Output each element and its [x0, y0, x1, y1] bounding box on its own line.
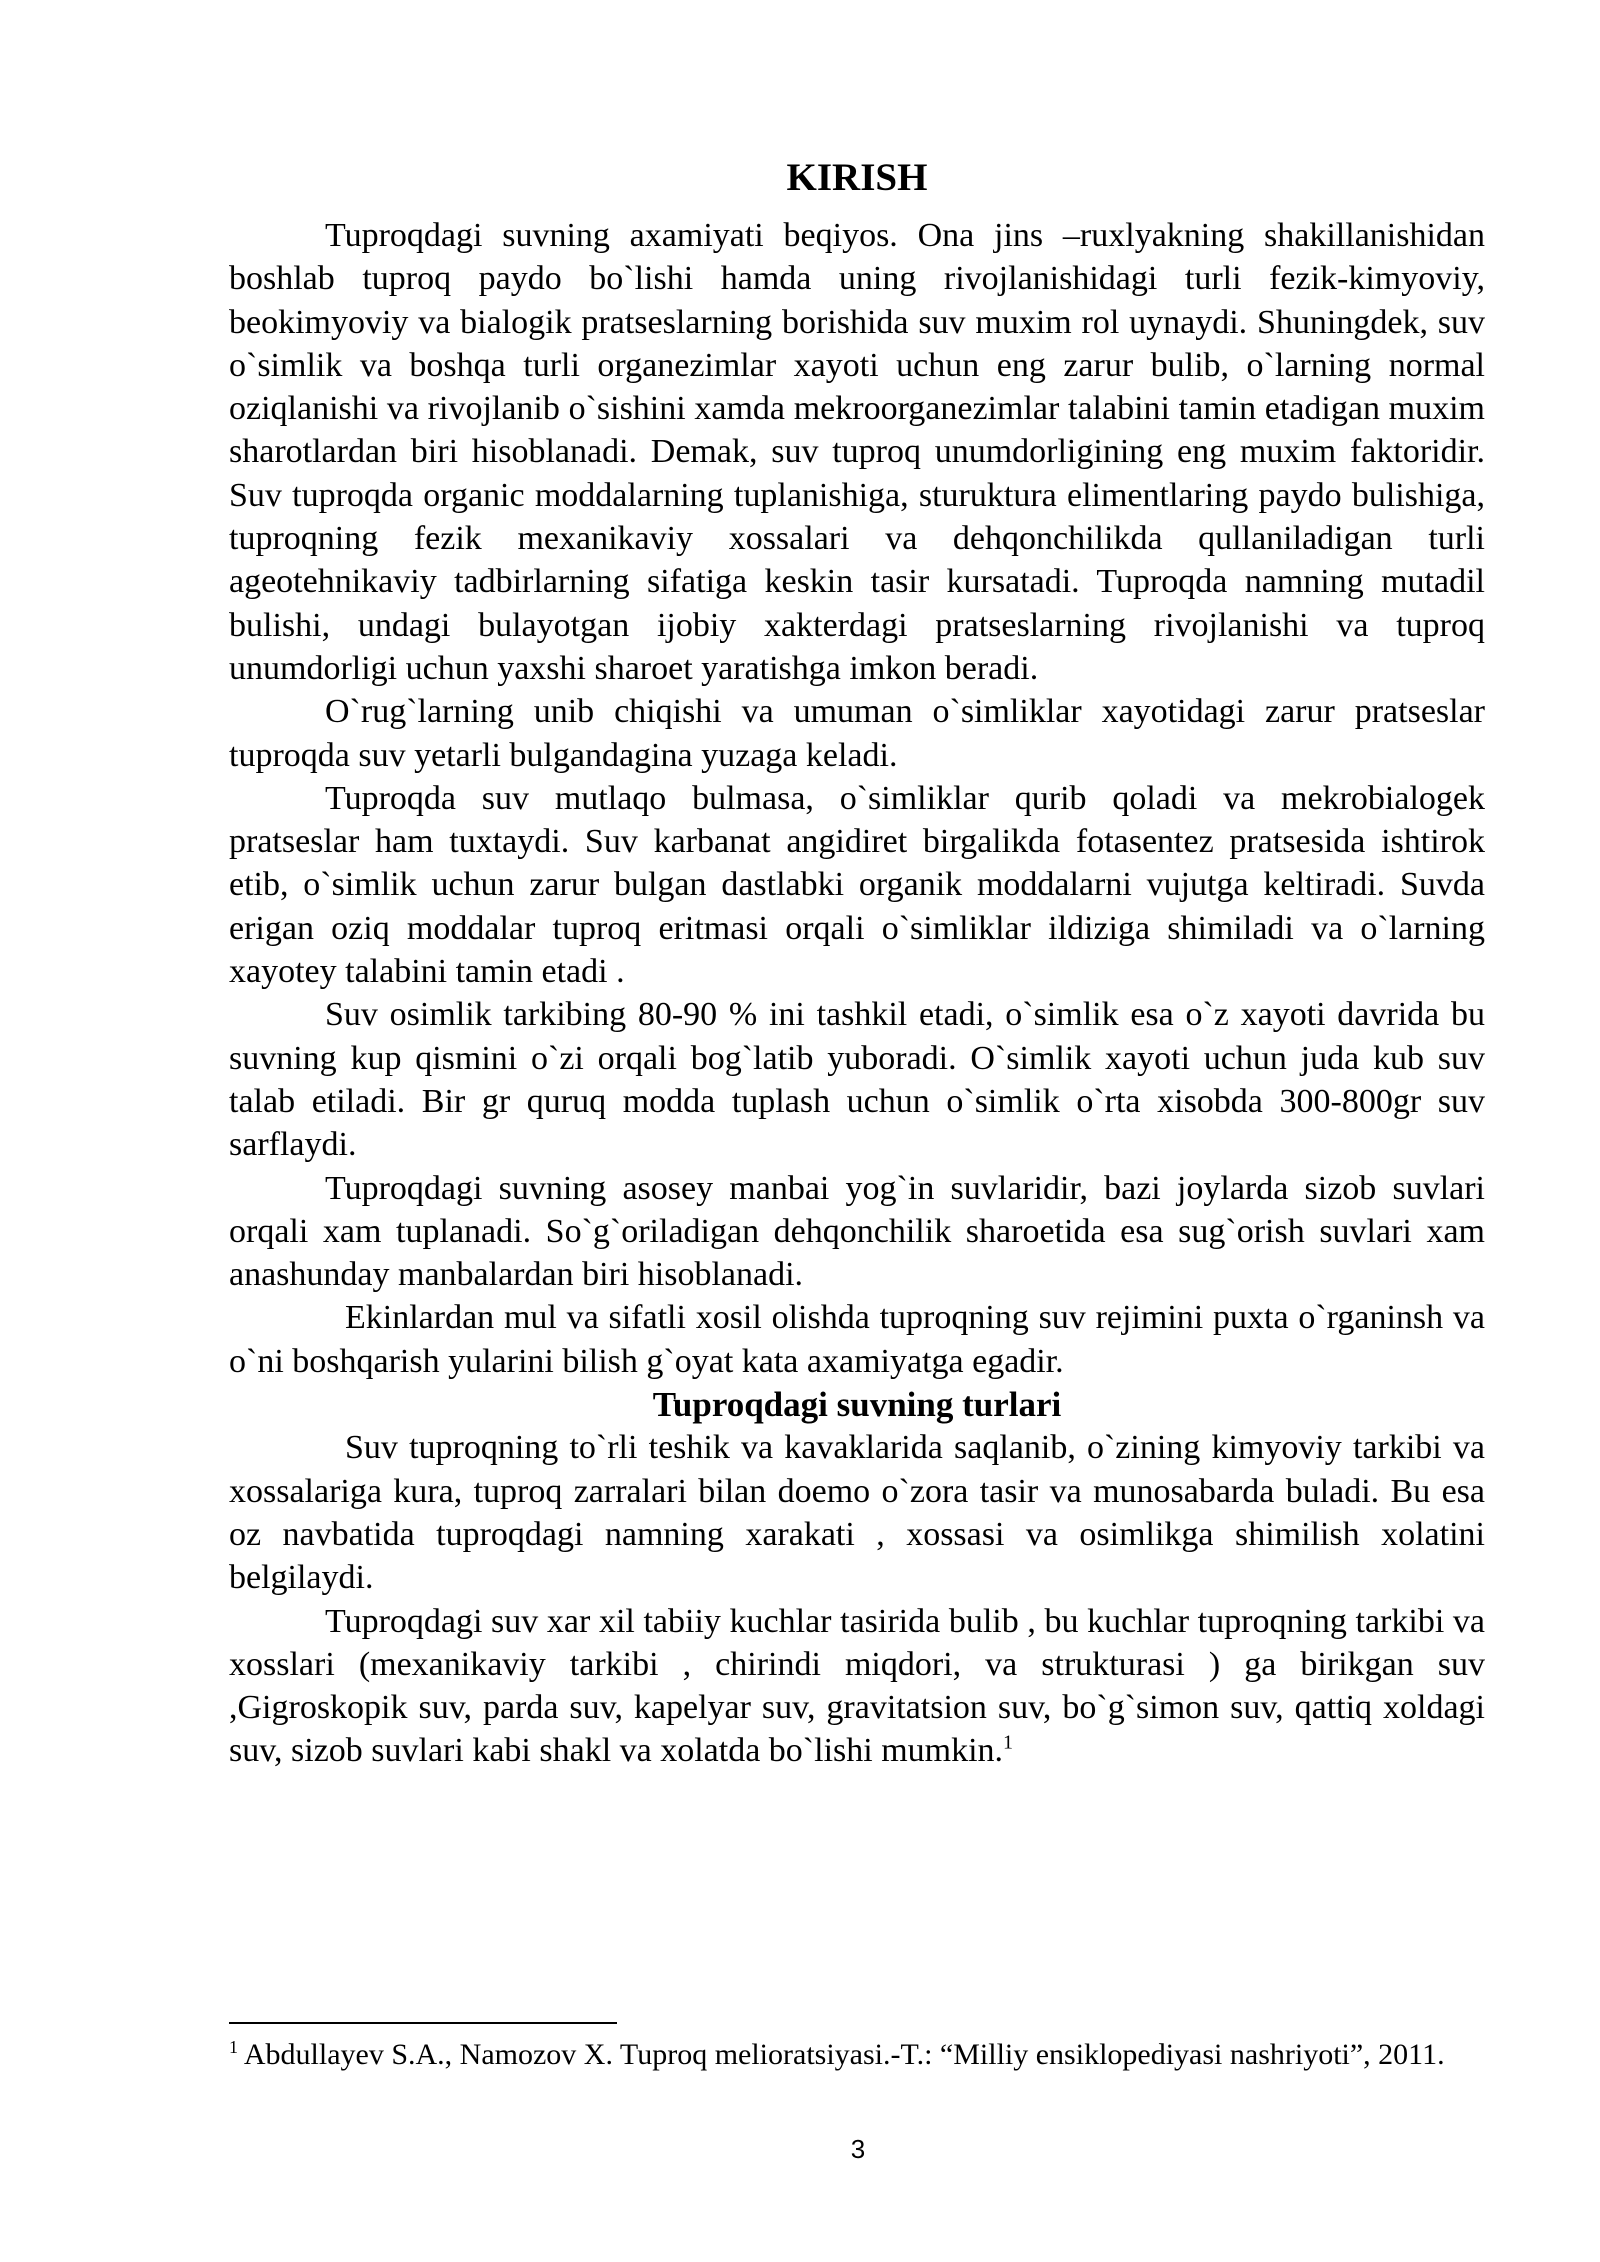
- paragraph-section-1: Suv tuproqning to`rli teshik va kavaklarida saqlanib, o`zining kimyoviy tarkibi va xossalariga kura, tuproq zarralari bilan doemo o`zora tasir va munosabarda buladi. Bu esa oz navbatida tuproqdagi namning xarakati , xossasi va osimlikga shimilish xolatini belgilaydi.: [229, 1429, 1485, 1597]
- paragraph-intro-5: Tuproqdagi suvning asosey manbai yog`in suvlaridir, bazi joylarda sizob suvlari orqali xam tuplanadi. So`g`oriladigan dehqonchilik sharoetida esa sug`orish suvlari xam anashunday manbalardan biri hisoblanadi.: [229, 1169, 1485, 1294]
- paragraph-section-2: [229, 1600, 1485, 1773]
- footnote-reference[interactable]: 1: [1003, 1732, 1014, 1755]
- footnote: [229, 2036, 1485, 2074]
- page-number: 3: [850, 2134, 866, 2164]
- page-title: KIRISH: [786, 156, 928, 199]
- paragraph-intro-4: Suv osimlik tarkibing 80-90 % ini tashkil etadi, o`simlik esa o`z xayoti davrida bu suvning kup qismini o`zi orqali bog`latib yuboradi. O`simlik xayoti uchun juda kub suv talab etiladi. Bir gr quruq modda tuplash uchun o`simlik o`rta xisobda 300-800gr suv sarflaydi.: [229, 996, 1485, 1164]
- paragraph-intro-2: O`rug`larning unib chiqishi va umuman o`simliklar xayotidagi zarur pratseslar tuproqda suv yetarli bulgandagina yuzaga keladi.: [229, 693, 1485, 774]
- paragraph-intro-1: Tuproqdagi suvning axamiyati beqiyos. Ona jins –ruxlyakning shakillanishidan boshlab tuproq paydo bo`lishi hamda uning rivojlanishidagi turli fezik-kimyoviy, beokimyoviy va bialogik pratseslarning borishida suv muxim rol uynaydi. Shuningdek, suv o`simlik va boshqa turli organezimlar xayoti uchun eng zarur bulib, o`larning normal oziqlanishi va rivojlanib o`sishini xamda mekroorganezimlar talabini tamin etadigan muxim sharotlardan biri hisoblanadi. Demak, suv tuproq unumdorligining eng muxim faktoridir. Suv tuproqda organic moddalarning tuplanishiga, sturuktura elimentlaring paydo bulishiga, tuproqning fezik mexanikaviy xossalari va dehqonchilikda qullaniladigan turli ageotehnikaviy tadbirlarning sifatiga keskin tasir kursatadi. Tuproqda namning mutadil bulishi, undagi bulayotgan ijobiy xakterdagi pratseslarning rivojlanishi va tuproq unumdorligi uchun yaxshi sharoet yaratishga imkon beradi.: [229, 217, 1485, 687]
- paragraph-section-2-text: Tuproqdagi suv xar xil tabiiy kuchlar tasirida bulib , bu kuchlar tuproqning tarkibi va xosslari (mexanikaviy tarkibi , chirindi miqdori, va strukturasi ) ga birikgan suv ,Gigroskopik suv, parda suv, kapelyar suv, gravitatsion suv, bo`g`simon suv, qattiq xoldagi suv, sizob suvlari kabi shakl va xolatda bo`lishi mumkin.: [229, 1602, 1485, 1770]
- page-body: [229, 150, 1485, 1773]
- footnote-marker: 1: [229, 2037, 238, 2057]
- paragraph-intro-6: Ekinlardan mul va sifatli xosil olishda tuproqning suv rejimini puxta o`rganinsh va o`ni boshqarish yularini bilish g`oyat kata axamiyatga egadir.: [229, 1299, 1485, 1380]
- footnote-separator: [229, 2022, 617, 2024]
- section-heading: Tuproqdagi suvning turlari: [652, 1385, 1062, 1425]
- footnote-text: Abdullayev S.A., Namozov X. Tuproq melioratsiyasi.-T.: “Milliy ensiklopediyasi nashriyoti”, 2011.: [243, 2038, 1445, 2071]
- paragraph-intro-3: Tuproqda suv mutlaqo bulmasa, o`simliklar qurib qoladi va mekrobialogek pratseslar ham tuxtaydi. Suv karbanat angidiret birgalikda fotasentez pratsesida ishtirok etib, o`simlik uchun zarur bulgan dastlabki organik moddalarni vujutga keltiradi. Suvda erigan oziq moddalar tuproq eritmasi orqali o`simliklar ildiziga shimiladi va o`larning xayotey talabini tamin etadi .: [229, 779, 1485, 991]
